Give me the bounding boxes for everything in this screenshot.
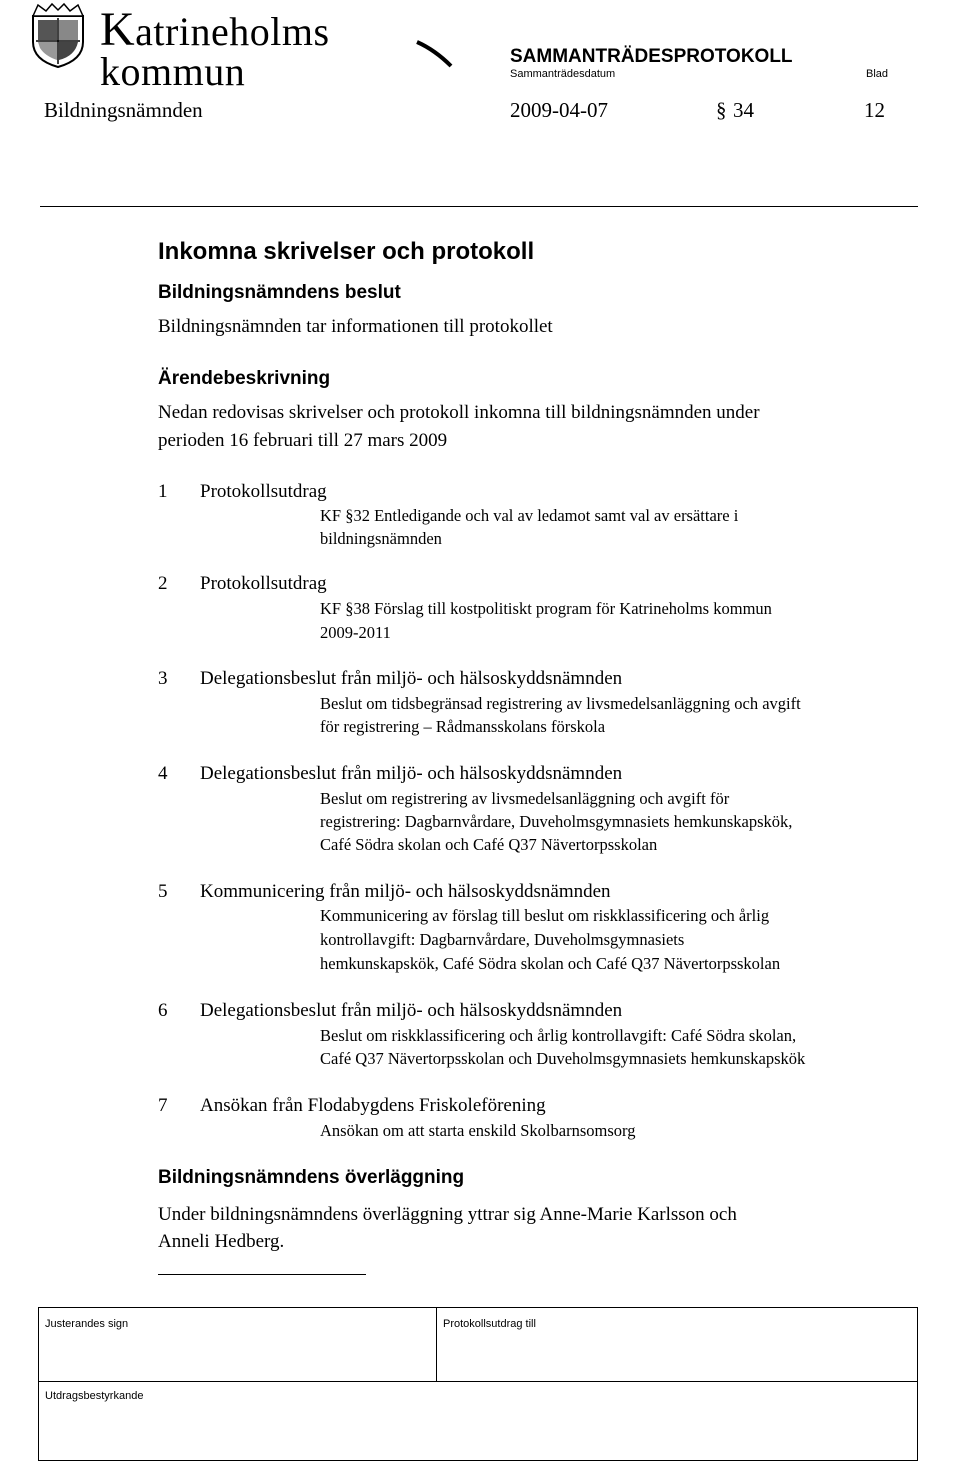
item-title: Delegationsbeslut från miljö- och hälsoskyddsnämnden (200, 1000, 623, 1021)
signature-divider-vertical (436, 1308, 437, 1381)
item-number: 7 (158, 1095, 168, 1116)
description-line: perioden 16 februari till 27 mars 2009 (158, 430, 448, 451)
item-number: 2 (158, 573, 168, 594)
meeting-date: 2009-04-07 (510, 98, 608, 122)
meeting-date-label: Sammanträdesdatum (510, 68, 616, 80)
description-line: Nedan redovisas skrivelser och protokoll inkomna till bildningsnämnden under (158, 402, 760, 423)
description-heading: Ärendebeskrivning (158, 368, 331, 389)
item-number: 3 (158, 668, 168, 689)
item-title: Delegationsbeslut från miljö- och hälsoskyddsnämnden (200, 763, 623, 784)
item-title: Ansökan från Flodabygdens Friskoleförening (200, 1095, 546, 1116)
item-description: registrering: Dagbarnvårdare, Duveholmsgymnasiets hemkunskapskök, (320, 812, 793, 831)
item-description: Ansökan om att starta enskild Skolbarnsomsorg (320, 1121, 636, 1140)
municipality-logo (30, 2, 470, 94)
item-title: Kommunicering från miljö- och hälsoskyddsnämnden (200, 881, 611, 902)
item-description: Beslut om riskklassificering och årlig kontrollavgift: Café Södra skolan, (320, 1026, 797, 1045)
end-rule (158, 1274, 366, 1275)
certification-label: Utdragsbestyrkande (45, 1390, 144, 1402)
item-description: hemkunskapskök, Café Södra skolan och Café Q37 Nävertorpsskolan (320, 954, 781, 973)
item-title: Protokollsutdrag (200, 573, 327, 594)
item-description: KF §38 Förslag till kostpolitiskt program för Katrineholms kommun (320, 599, 772, 618)
committee-name: Bildningsnämnden (44, 98, 203, 122)
coat-of-arms-icon (30, 2, 86, 68)
item-number: 5 (158, 881, 168, 902)
item-description: Beslut om registrering av livsmedelsanläggning och avgift för (320, 789, 730, 808)
document-type: SAMMANTRÄDESPROTOKOLL (510, 46, 793, 67)
logo-text: Katrineholms kommun (100, 3, 330, 94)
item-description: kontrollavgift: Dagbarnvårdare, Duveholmsgymnasiets (320, 930, 685, 949)
item-number: 1 (158, 481, 168, 502)
item-description: 2009-2011 (320, 623, 391, 642)
extract-to-label: Protokollsutdrag till (443, 1318, 536, 1330)
deliberation-heading: Bildningsnämndens överläggning (158, 1167, 465, 1188)
item-number: 4 (158, 763, 168, 784)
header-divider (40, 206, 918, 207)
decision-text: Bildningsnämnden tar informationen till protokollet (158, 316, 553, 337)
deliberation-line: Anneli Hedberg. (158, 1231, 285, 1252)
item-description: Café Q37 Nävertorpsskolan och Duveholmsgymnasiets hemkunskapskök (320, 1049, 806, 1068)
item-description: bildningsnämnden (320, 529, 442, 548)
deliberation-line: Under bildningsnämndens överläggning yttrar sig Anne-Marie Karlsson och (158, 1204, 737, 1225)
section-symbol: § (716, 98, 727, 122)
section-number: 34 (733, 98, 754, 122)
signature-divider-horizontal (39, 1381, 917, 1382)
item-description: Kommunicering av förslag till beslut om riskklassificering och årlig (320, 906, 770, 925)
item-title: Protokollsutdrag (200, 481, 327, 502)
decision-heading: Bildningsnämndens beslut (158, 282, 401, 303)
page-number: 12 (864, 98, 885, 122)
item-title: Delegationsbeslut från miljö- och hälsoskyddsnämnden (200, 668, 623, 689)
page-label: Blad (866, 68, 889, 80)
item-description: Café Södra skolan och Café Q37 Nävertorpsskolan (320, 835, 658, 854)
signature-box (38, 1307, 918, 1461)
page-title: Inkomna skrivelser och protokoll (158, 238, 535, 265)
item-description: KF §32 Entledigande och val av ledamot samt val av ersättare i (320, 506, 739, 525)
item-description: för registrering – Rådmansskolans förskola (320, 717, 606, 736)
logo-swoosh-icon (415, 38, 455, 68)
item-description: Beslut om tidsbegränsad registrering av livsmedelsanläggning och avgift (320, 694, 801, 713)
item-number: 6 (158, 1000, 168, 1021)
sign-label: Justerandes sign (45, 1318, 129, 1330)
